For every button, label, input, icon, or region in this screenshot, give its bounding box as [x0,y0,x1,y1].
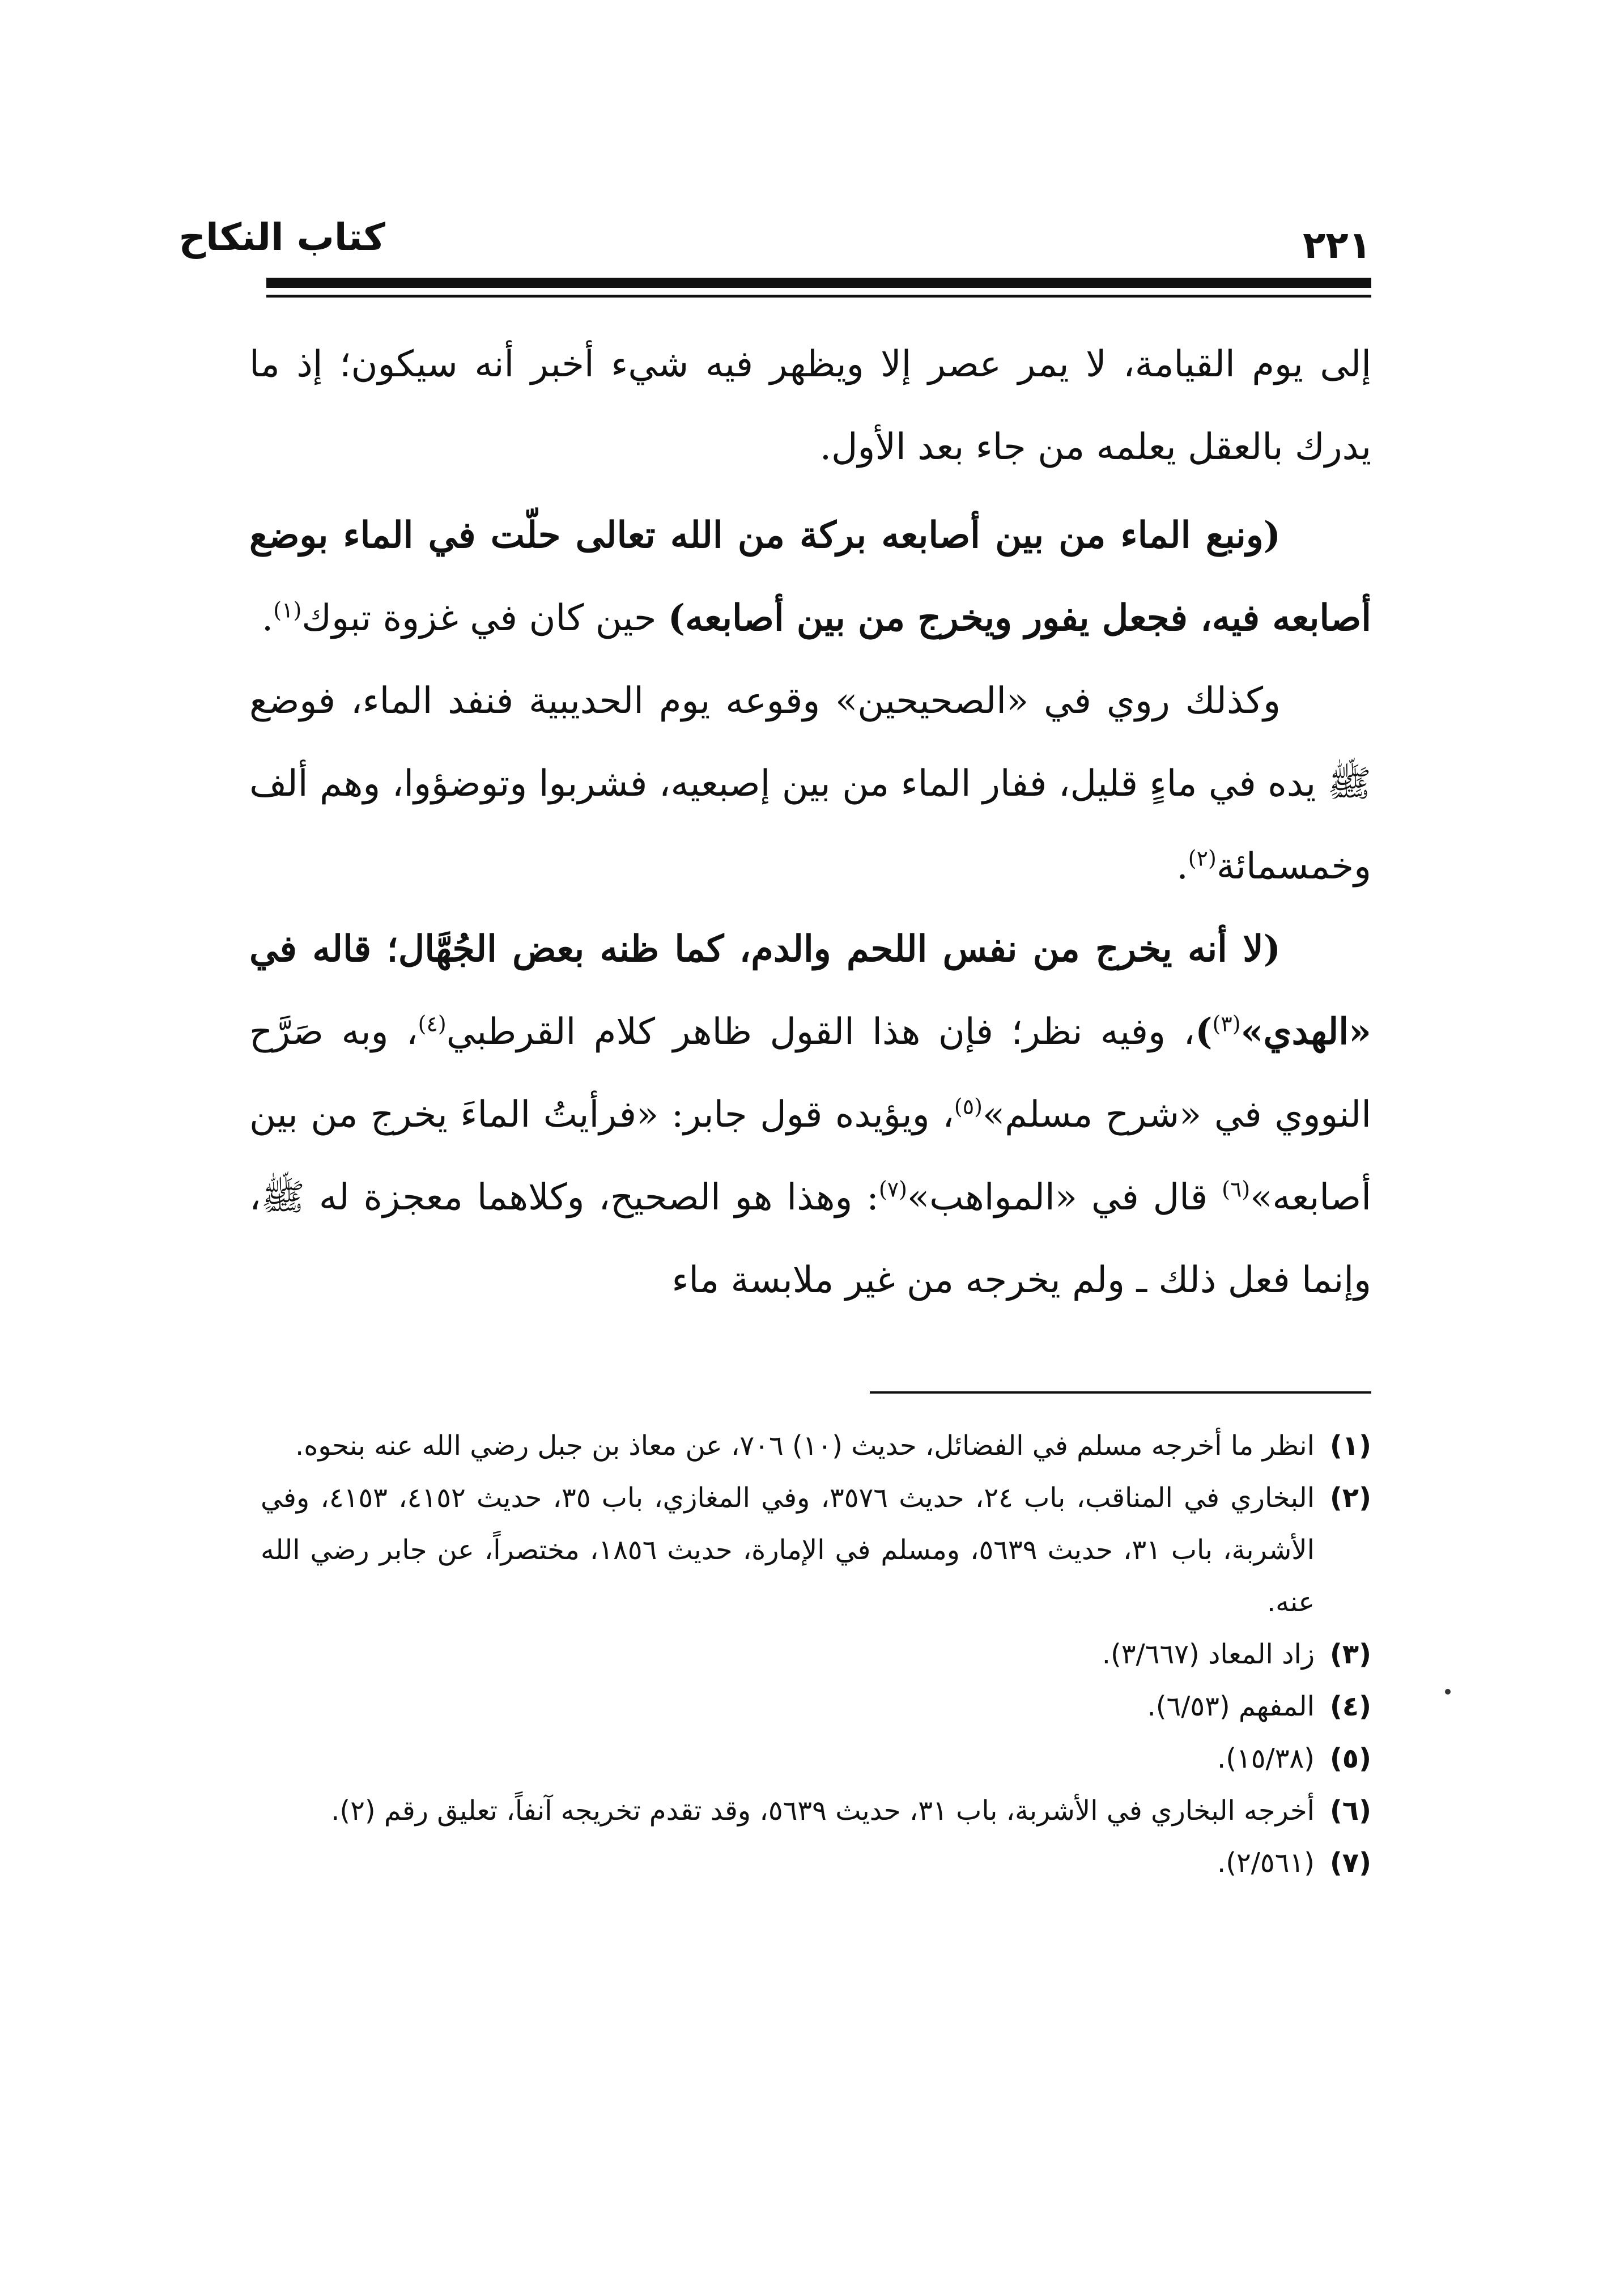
paragraph-1: إلى يوم القيامة، لا يمر عصر إلا ويظهر فيه شيء أخبر أنه سيكون؛ إذ ما يدرك بالعقل يعلمه من جاء بعد الأول. [249,343,1372,468]
footnote-text: انظر ما أخرجه مسلم في الفضائل، حديث (١٠) ٧٠٦، عن معاذ بن جبل رضي الله عنه بنحوه. [295,1430,1315,1462]
commentary-text: قال في «المواهب» [907,1177,1222,1218]
commentary-text: ، وفيه نظر؛ فإن هذا القول ظاهر كلام القرطبي [446,1011,1196,1053]
footnote-ref-2[interactable]: (٢) [1188,846,1217,871]
page-header [178,204,1371,272]
footnote-text: أخرجه البخاري في الأشربة، باب ٣١، حديث ٥٦٣٩، وقد تقدم تخريجه آنفاً، تعليق رقم (٢). [331,1795,1315,1827]
footnote-7 [261,1837,1371,1889]
main-text [249,323,1371,1322]
footnote-ref-3[interactable]: (٣) [1212,1011,1241,1037]
commentary-text: ، ويؤيده قول جابر: «فرأيتُ الماءَ يخرج من بين أصابعه» [249,1094,1372,1218]
footnote-ref-7[interactable]: (٧) [878,1177,907,1202]
footnote-number: (٧) [1329,1847,1371,1879]
matn-quote: (لا أنه يخرج من نفس اللحم والدم، كما ظنه بعض الجُهَّال؛ قاله في «الهدي» [249,928,1372,1053]
footnote-ref-1[interactable]: (١) [273,597,302,623]
footnote-5 [261,1733,1371,1785]
header-rule-thick [266,278,1371,288]
footnotes [261,1420,1371,1889]
commentary-text: : وهذا هو الصحيح، وكلاهما معجزة له ﷺ، وإنما فعل ذلك ـ ولم يخرجه من غير ملابسة ماء [249,1177,1371,1301]
scan-speck [1445,1689,1451,1695]
sentence-end: . [1176,846,1188,888]
footnote-ref-5[interactable]: (٥) [954,1094,983,1119]
footnote-ref-6[interactable]: (٦) [1222,1177,1251,1202]
footnote-text: (٢/٥٦١). [1217,1847,1315,1879]
footnote-number: (٢) [1329,1482,1371,1514]
footnote-number: (٣) [1329,1638,1371,1670]
footnote-number: (٥) [1329,1743,1371,1774]
running-title: كتاب النكاح [178,215,385,259]
page-number: ٢٢١ [1303,223,1371,267]
footnote-text: زاد المعاد (٣/٦٦٧). [1102,1638,1315,1670]
matn-quote-close: ) [1195,1010,1213,1053]
footnote-2 [261,1472,1371,1628]
paragraph-2 [249,494,1371,660]
footnote-number: (١) [1329,1430,1371,1462]
footnote-ref-4[interactable]: (٤) [418,1011,447,1037]
commentary-text: وكذلك روي في «الصحيحين» وقوعه يوم الحديبية فنفد الماء، فوضع ﷺ يده في ماءٍ قليل، ففار الماء من بين إصبعيه، فشربوا وتوضؤوا، وهم ألف وخمسمائة [249,680,1371,888]
footnote-6 [261,1785,1371,1837]
footnote-text: (١٥/٣٨). [1217,1743,1315,1774]
footnote-number: (٦) [1329,1795,1371,1827]
footnote-text: البخاري في المناقب، باب ٢٤، حديث ٣٥٧٦، وفي المغازي، باب ٣٥، حديث ٤١٥٢، ٤١٥٣، وفي الأشربة، باب ٣١، حديث ٥٦٣٩، ومسلم في الإمارة، حديث ١٨٥٦، مختصراً، عن جابر رضي الله عنه. [261,1482,1315,1618]
footnote-separator [870,1391,1371,1394]
commentary-text: حين كان في غزوة تبوك [301,597,668,639]
header-rule-thin [266,295,1371,298]
commentary-text: ، وبه صَرَّح النووي في «شرح مسلم» [249,1011,1371,1136]
footnote-4 [261,1680,1371,1733]
paragraph-4 [249,908,1371,1322]
footnote-text: المفهم (٦/٥٣). [1147,1691,1315,1722]
paragraph-3 [249,660,1371,908]
sentence-end: . [261,597,274,639]
footnote-number: (٤) [1329,1691,1371,1722]
matn-quote: (ونبع الماء من بين أصابعه بركة من الله تعالى حلّت في الماء بوضع أصابعه فيه، فجعل يفور ويخرج من بين أصابعه) [249,514,1371,639]
footnote-1 [261,1420,1371,1472]
footnote-3 [261,1628,1371,1680]
